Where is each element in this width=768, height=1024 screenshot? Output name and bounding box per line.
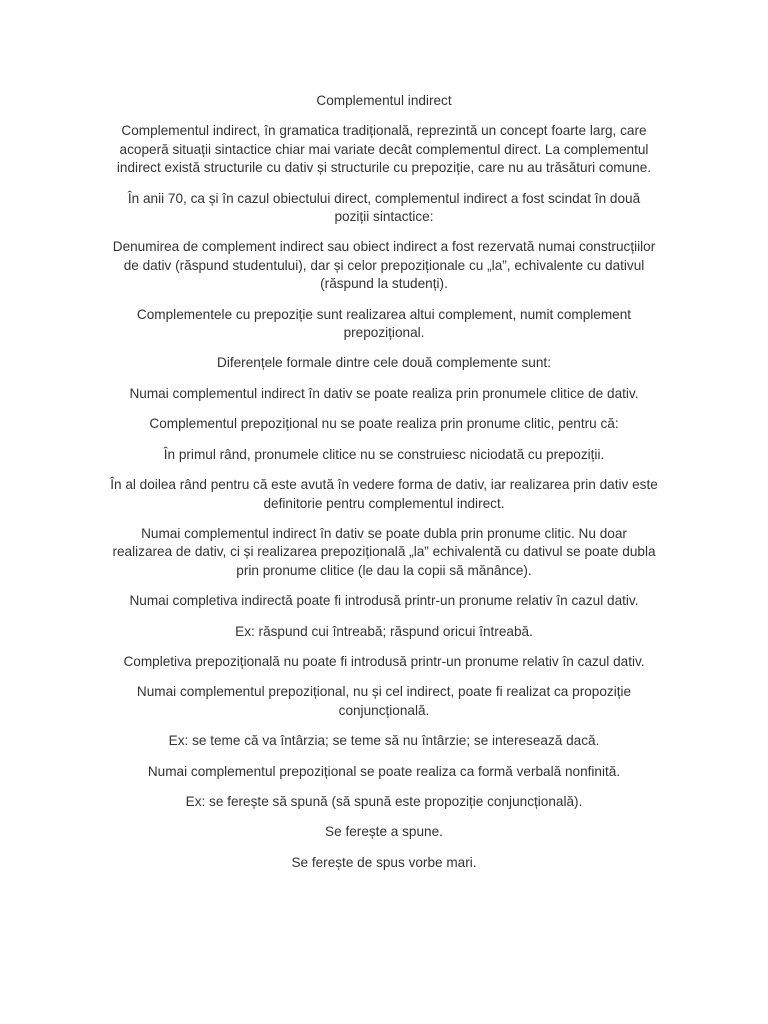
paragraph: Numai complementul prepozițional, nu și cel indirect, poate fi realizat ca propoziție conjuncțională. <box>136 684 632 718</box>
paragraph: În primul rând, pronumele clitice nu se construiesc niciodată cu prepoziții. <box>163 446 605 462</box>
example-line: Se ferește a spune. <box>325 824 443 840</box>
paragraph: Numai complementul indirect în dativ se poate realiza prin pronumele clitice de dativ. <box>129 385 639 401</box>
document-page <box>110 92 658 884</box>
paragraph: Completiva prepozițională nu poate fi introdusă printr-un pronume relativ în cazul dativ. <box>123 653 645 669</box>
paragraph: Denumirea de complement indirect sau obiect indirect a fost rezervată numai construcțiilor de dativ (răspund studentului), dar și celor prepoziționale cu „la”, echivalente cu dativul (răspund la studenți). <box>112 239 656 292</box>
example-line: Ex: se teme că va întârzia; se teme să nu întârzie; se interesează dacă. <box>168 733 600 749</box>
paragraph: Complementul prepozițional nu se poate realiza prin pronume clitic, pentru că: <box>149 416 619 432</box>
example-line: Ex: răspund cui întreabă; răspund oricui întreabă. <box>235 623 533 639</box>
paragraph: Diferențele formale dintre cele două complemente sunt: <box>217 355 551 371</box>
paragraph: Numai complementul indirect în dativ se poate dubla prin pronume clitic. Nu doar realizarea de dativ, ci și realizarea prepozițională „la” echivalentă cu dativul se poate dubla prin pronume clitice (le dau la copii să mănânce). <box>112 525 656 578</box>
example-line: Se ferește de spus vorbe mari. <box>291 854 477 870</box>
paragraph: Numai complementul prepozițional se poate realiza ca formă verbală nonfinită. <box>147 763 621 779</box>
document-title: Complementul indirect <box>316 93 452 108</box>
paragraph: Complementele cu prepoziție sunt realizarea altui complement, numit complement prepozițional. <box>136 306 632 341</box>
paragraph: În al doilea rând pentru că este avută în vedere forma de dativ, iar realizarea prin dativ este definitorie pentru complementul indirect. <box>110 477 658 511</box>
paragraph: Complementul indirect, în gramatica tradițională, reprezintă un concept foarte larg, care acoperă situații sintactice chiar mai variate decât complementul direct. La complementul indirect există structurile cu dativ și structurile cu prepoziție, care nu au trăsături comune. <box>116 123 652 176</box>
paragraph: Numai completiva indirectă poate fi introdusă printr-un pronume relativ în cazul dativ. <box>129 593 639 609</box>
example-line: Ex: se ferește să spună (să spună este propoziție conjuncțională). <box>185 793 583 809</box>
paragraph: În anii 70, ca și în cazul obiectului direct, complementul indirect a fost scindat în două poziții sintactice: <box>127 190 641 225</box>
